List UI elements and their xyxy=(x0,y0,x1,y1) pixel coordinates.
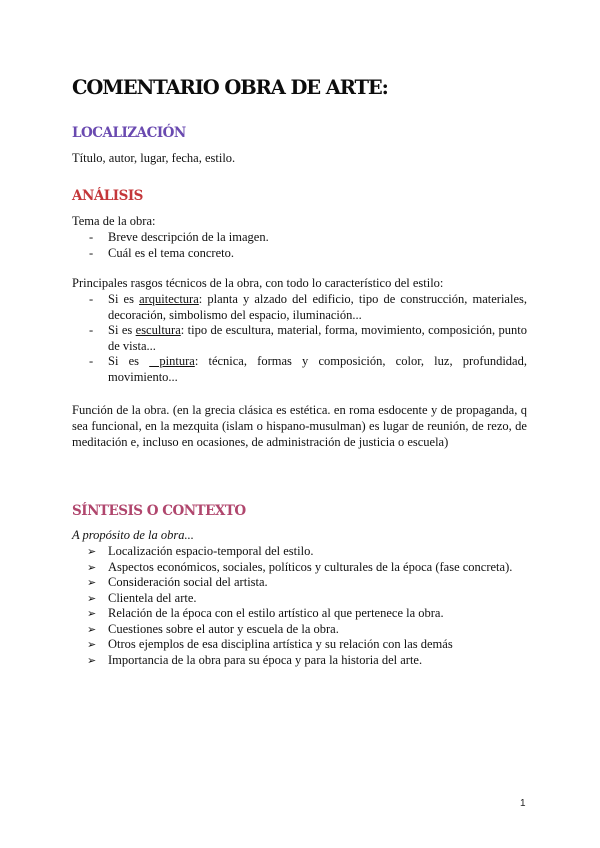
list-item: ➢ Consideración social del artista. xyxy=(72,575,527,591)
sintesis-list xyxy=(72,544,527,668)
list-item: ➢ Otros ejemplos de esa disciplina artística y su relación con las demás xyxy=(72,637,527,653)
page-number: 1 xyxy=(520,798,526,809)
item-prefix: Si es xyxy=(108,354,150,368)
item-rest: : tipo de escultura, material, forma, movimiento, composición, punto de vista... xyxy=(108,323,527,353)
rasgos-list xyxy=(72,292,527,385)
list-item: - Cuál es el tema concreto. xyxy=(72,246,527,262)
list-item: ➢ Localización espacio-temporal del estilo. xyxy=(72,544,527,560)
list-item xyxy=(72,354,527,385)
list-item: ➢ Cuestiones sobre el autor y escuela de la obra. xyxy=(72,622,527,638)
funcion-paragraph: Función de la obra. (en la grecia clásica es estética. en roma esdocente y de propaganda, q sea funcional, en la mezquita (islam o hispano-musulman) es lugar de reunión, de rezo, de meditación e, incluso en ocasiones, de administración de justicia o escuela) xyxy=(72,403,527,449)
document-title: COMENTARIO OBRA DE ARTE: xyxy=(72,76,388,99)
list-item: ➢ Importancia de la obra para su época y para la historia del arte. xyxy=(72,653,527,669)
heading-analisis: ANÁLISIS xyxy=(72,188,143,204)
item-term: pintura xyxy=(149,354,195,368)
item-term: escultura xyxy=(135,323,181,337)
list-item xyxy=(72,292,527,323)
localizacion-text: Título, autor, lugar, fecha, estilo. xyxy=(72,151,236,165)
item-rest: : técnica, formas y composición, color, luz, profundidad, movimiento... xyxy=(108,354,527,384)
list-item: ➢ Relación de la época con el estilo artístico al que pertenece la obra. xyxy=(72,606,527,622)
heading-sintesis: SÍNTESIS O CONTEXTO xyxy=(72,503,246,519)
heading-localizacion: LOCALIZACIÓN xyxy=(72,125,186,141)
sintesis-intro: A propósito de la obra... xyxy=(72,528,194,542)
item-prefix: Si es xyxy=(108,292,140,306)
list-item: ➢ Aspectos económicos, sociales, políticos y culturales de la época (fase concreta). xyxy=(72,560,527,576)
rasgos-intro: Principales rasgos técnicos de la obra, con todo lo característico del estilo: xyxy=(72,276,444,290)
list-item: ➢ Clientela del arte. xyxy=(72,591,527,607)
item-term: arquitectura xyxy=(139,292,199,306)
list-item xyxy=(72,323,527,354)
item-prefix: Si es xyxy=(108,323,136,337)
tema-intro: Tema de la obra: xyxy=(72,214,156,228)
item-rest: : planta y alzado del edificio, tipo de construcción, materiales, decoración, simbolismo del espacio, iluminación... xyxy=(108,292,527,322)
list-item: - Breve descripción de la imagen. xyxy=(72,230,527,246)
tema-list xyxy=(72,230,527,261)
